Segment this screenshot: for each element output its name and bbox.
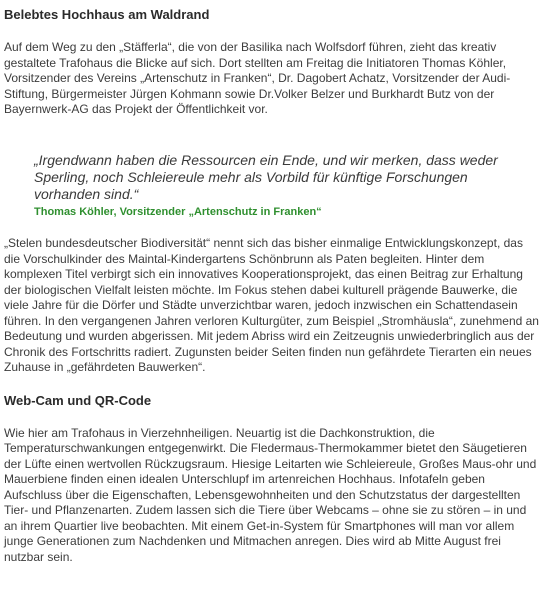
article-paragraph: „Stelen bundesdeutscher Biodiversität“ nennt sich das bisher einmalige Entwicklungskonzept, das die Vorschulkinder des Maintal-Kindergartens Schönbrunn als Paten begleiten. Hinter dem komplexen Titel verbirgt sich ein innovatives Kooperationsprojekt, das einen Beitrag zur Erhaltung der biologischen Vielfalt leisten möchte. Im Fokus stehen dabei kulturell prägende Bauwerke, die viele Jahre für die Dörfer und Städte unverzichtbar waren, jedoch inzwischen ein Schattendasein führen. In den vergangenen Jahren verloren Kulturgüter, zum Beispiel „Stromhäusla“, zunehmend an Bedeutung und wurden abgerissen. Mit jedem Abriss wird ein Zeitzeugnis unwiederbringlich aus der Chronik des Fortschritts radiert. Zugunsten beider Seiten finden nun gefährdete Tierarten ein neues Zuhause in „gefährdeten Bauwerken“. — [4, 236, 539, 375]
pull-quote — [4, 152, 539, 220]
article-paragraph: Wie hier am Trafohaus in Vierzehnheiligen. Neuartig ist die Dachkonstruktion, die Temperaturschwankungen entgegenwirkt. Die Fledermaus-Thermokammer bietet den Säugetieren der Lüfte einen wertvollen Rückzugsraum. Hiesige Leitarten wie Schleiereule, Großes Maus-ohr und Mauerbiene finden einen idealen Unterschlupf im artenreichen Hochhaus. Infotafeln geben Aufschluss über die Eigenschaften, Lebensgewohnheiten und den Schutzstatus der dargestellten Tier- und Pflanzenarten. Zudem lassen sich die Tiere über Webcams – ohne sie zu stören – in und an ihrem Quartier live beobachten. Mit einem Get-in-System für Smartphones will man vor allem junge Generationen zum Nachdenken und Mitmachen anregen. Dies wird ab Mitte August frei nutzbar sein. — [4, 425, 537, 564]
section-heading: Belebtes Hochhaus am Waldrand — [4, 7, 210, 22]
article-paragraph: Auf dem Weg zu den „Stäfferla“, die von der Basilika nach Wolfsdorf führen, zieht das kreativ gestaltete Trafohaus die Blicke auf sich. Dort stellten am Freitag die Initiatoren Thomas Köhler, Vorsitzender des Vereins „Artenschutz in Franken“, Dr. Dagobert Achatz, Vorsitzender der Audi-Stiftung, Bürgermeister Jürgen Kohmann sowie Dr.Volker Belzer und Burkhardt Butz von der Bayernwerk-AG das Projekt der Öffentlichkeit vor. — [4, 40, 511, 116]
section-heading: Web-Cam und QR-Code — [4, 392, 152, 408]
quote-text: „Irgendwann haben die Ressourcen ein Ende, und wir merken, dass weder Sperling, noch Schleiereule mehr als Vorbild für künftige Forschungen vorhanden sind.“ — [34, 151, 498, 203]
quote-author: Thomas Köhler, Vorsitzender „Artenschutz in Franken“ — [34, 206, 322, 219]
